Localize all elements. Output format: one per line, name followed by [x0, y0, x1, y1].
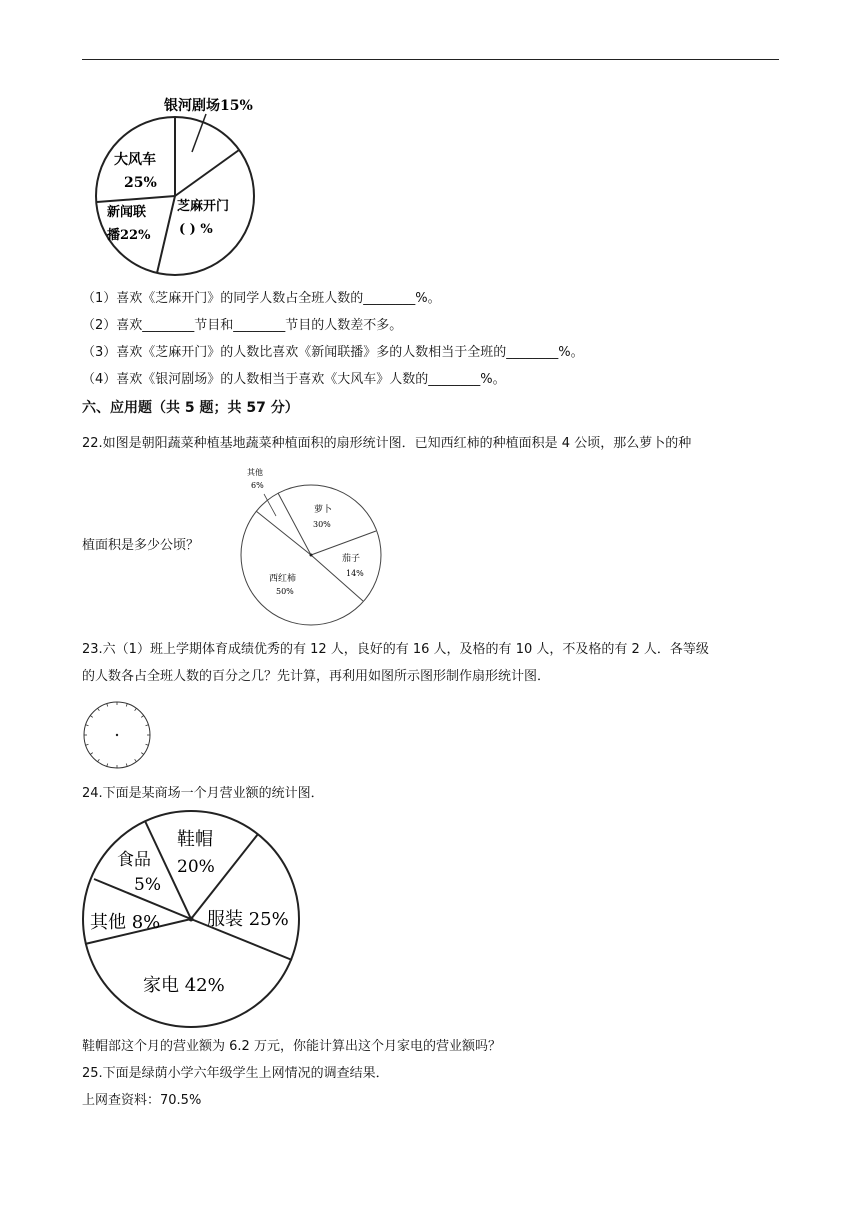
- pie3-label-xiemao: 鞋帽: [177, 829, 213, 850]
- pie3-value-shipin: 5%: [134, 875, 161, 895]
- blank-circle-tick: [86, 744, 89, 745]
- q24-line-1: 24.下面是某商场一个月营业额的统计图．: [82, 786, 324, 801]
- pie2-label-qiezi: 茄子: [342, 554, 361, 564]
- blank-circle-center: [116, 734, 118, 736]
- pie2-label-xihongshi: 西红柿: [269, 574, 297, 584]
- blank-circle-template: [82, 700, 154, 772]
- q23-line-2: 的人数各占全班人数的百分之几？先计算，再利用如图所示图形制作扇形统计图．: [82, 669, 551, 684]
- pie-chart-tv-programs: [84, 86, 274, 278]
- blank-circle-tick: [107, 764, 108, 767]
- pie1-label-dafengche: 大风车: [114, 152, 156, 168]
- pie2-leader-line: [264, 494, 276, 516]
- header-rule: [82, 59, 779, 60]
- blank-circle-tick: [141, 716, 143, 718]
- section-6-heading: 六、应用题（共 5 题；共 57 分）: [82, 400, 299, 416]
- pie3-label-qita: 其他 8%: [90, 912, 161, 933]
- pie1-divider-left: [97, 196, 175, 202]
- blank-circle-tick: [135, 708, 137, 710]
- pie1-value-dafengche: 25%: [124, 175, 157, 191]
- blank-circle-tick: [90, 753, 92, 755]
- pie-chart-vegetables: [236, 460, 386, 628]
- pie3-value-xiemao: 20%: [177, 857, 215, 877]
- pie2-divider-3: [311, 531, 376, 555]
- pie-chart-mall-revenue: [80, 808, 302, 1030]
- q23-line-1: 23.六（1）班上学期体育成绩优秀的有 12 人，良好的有 16 人，及格的有 10 人，不及格的有 2 人．各等级: [82, 642, 709, 657]
- pie2-value-xihongshi: 50%: [276, 587, 294, 596]
- q21-sub-1: （1）喜欢《芝麻开门》的同学人数占全班人数的________%。: [82, 291, 441, 306]
- pie1-label-xinwen: 新闻联: [107, 205, 147, 220]
- blank-circle-tick: [98, 708, 100, 710]
- pie2-divider-1: [256, 511, 311, 555]
- pie2-label-luobo: 萝卜: [314, 505, 333, 515]
- blank-circle-tick: [141, 753, 143, 755]
- pie3-label-jiadian: 家电 42%: [143, 975, 225, 996]
- pie2-value-qiezi: 14%: [346, 569, 364, 578]
- q24-line-2: 鞋帽部这个月的营业额为 6.2 万元，你能计算出这个月家电的营业额吗？: [82, 1039, 501, 1054]
- pie3-label-shipin: 食品: [117, 850, 151, 870]
- pie1-label-zhima: 芝麻开门: [177, 199, 230, 214]
- pie3-center: [189, 917, 194, 922]
- q21-sub-4: （4）喜欢《银河剧场》的人数相当于喜欢《大风车》人数的________%。: [82, 372, 506, 387]
- q25-line-1: 25.下面是绿荫小学六年级学生上网情况的调查结果．: [82, 1066, 389, 1081]
- pie1-divider-lower-right: [157, 196, 175, 273]
- pie1-value-xinwen: 播22%: [107, 228, 151, 243]
- pie2-value-qita: 6%: [251, 481, 264, 490]
- blank-circle-tick: [146, 725, 149, 726]
- blank-circle-tick: [90, 716, 92, 718]
- q21-sub-2: （2）喜欢________节目和________节目的人数差不多。: [82, 318, 403, 333]
- pie3-label-fuzhuang: 服装 25%: [207, 909, 289, 930]
- blank-circle-tick: [126, 704, 127, 707]
- pie2-center: [310, 554, 313, 557]
- pie1-divider-upper-right: [175, 150, 239, 196]
- q22-line-2: 植面积是多少公顷？: [82, 538, 200, 553]
- blank-circle-tick: [107, 704, 108, 707]
- pie1-value-zhima: ( ) %: [179, 222, 213, 237]
- blank-circle-tick: [126, 764, 127, 767]
- blank-circle-tick: [135, 759, 137, 761]
- blank-circle-tick: [86, 725, 89, 726]
- pie1-label-yinhe: 银河剧场15%: [164, 98, 253, 114]
- pie2-value-luobo: 30%: [313, 520, 331, 529]
- q25-line-2: 上网查资料：70.5%: [82, 1093, 202, 1108]
- pie2-label-qita: 其他: [247, 468, 263, 477]
- pie2-divider-2: [278, 493, 311, 555]
- blank-circle-tick: [146, 744, 149, 745]
- q22-line-1: 22.如图是朝阳蔬菜种植基地蔬菜种植面积的扇形统计图．已知西红柿的种植面积是 4 公顷，那么萝卜的种: [82, 436, 692, 451]
- q21-sub-3: （3）喜欢《芝麻开门》的人数比喜欢《新闻联播》多的人数相当于全班的________%。: [82, 345, 584, 360]
- blank-circle-tick: [98, 759, 100, 761]
